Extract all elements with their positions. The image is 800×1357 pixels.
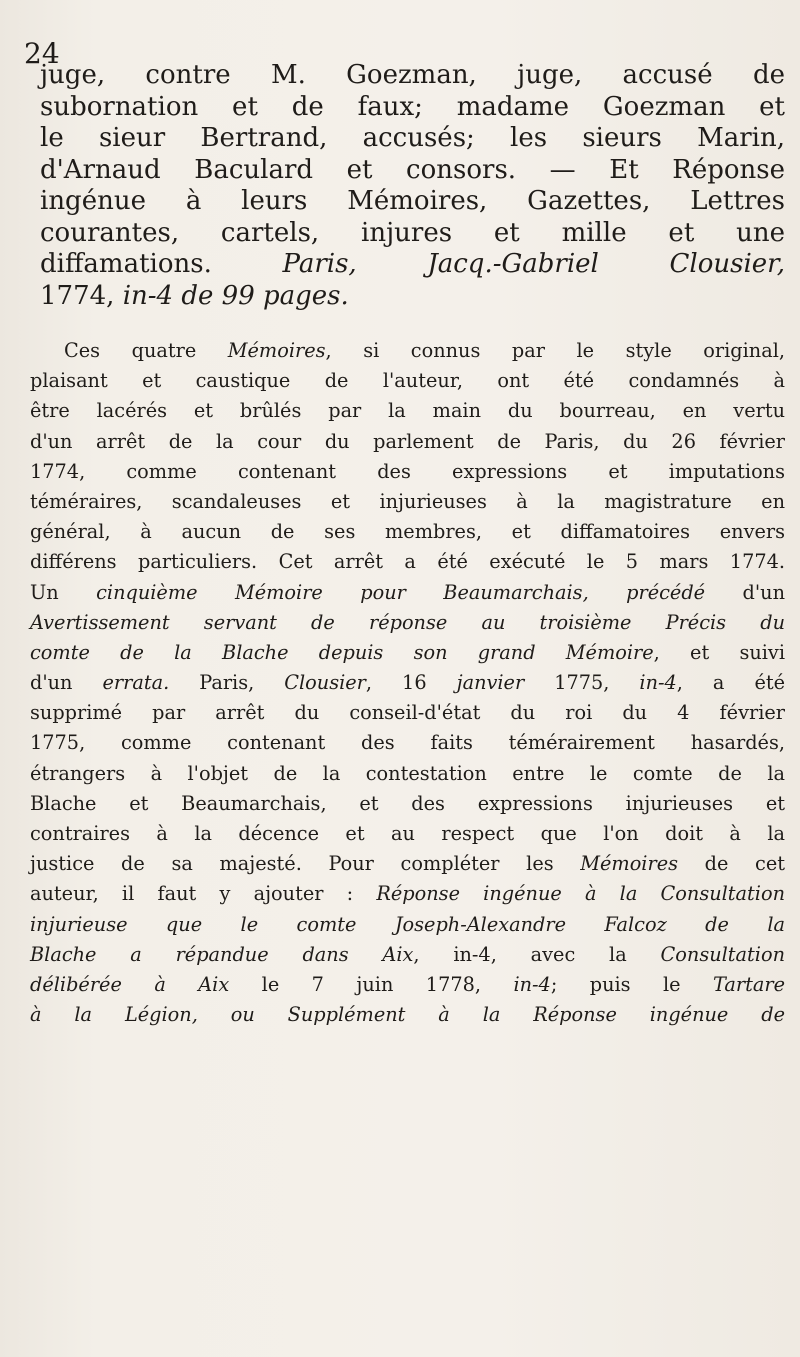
entry-line — [40, 281, 785, 313]
body-italic: Mémoires — [227, 339, 326, 362]
page-number: 24 — [24, 37, 60, 70]
entry-line — [40, 249, 785, 281]
entry-line: juge, contre M. Goezman, juge, accusé de — [40, 60, 785, 90]
body-italic: janvier — [456, 671, 525, 695]
entry-line: ingénue à leurs Mémoires, Gazettes, Lettres — [40, 186, 785, 216]
body-italic: Mémoires — [580, 852, 678, 876]
entry-line: courantes, cartels, injures et mille et une — [40, 217, 785, 248]
entry-line: subornation et de faux; madame Goezman et — [40, 91, 785, 122]
entry-year: 1774, — [40, 280, 123, 311]
body-line: Blache et Beaumarchais, et des expressions injurieuses et — [30, 791, 785, 815]
body-line: contraires à la décence et au respect que l'on doit à la — [30, 822, 785, 845]
body-text: le 7 juin 1778, — [229, 972, 514, 996]
body-text: , si connus par le style original, — [325, 339, 785, 362]
body-line — [30, 849, 785, 879]
body-italic: Blache a répandue dans Aix — [30, 942, 414, 966]
entry-format: in-4 de 99 pages. — [122, 280, 349, 311]
body-italic: Tartare — [713, 972, 785, 996]
entry-text: diffamations. — [40, 249, 283, 279]
body-line: général, à aucun de ses membres, et diffamatoires envers — [30, 520, 785, 544]
body-line — [30, 879, 785, 909]
body-text: Un — [30, 580, 97, 604]
body-line: à la Légion, ou Supplément à la Réponse ingénue de — [30, 1003, 785, 1027]
entry-line: le sieur Bertrand, accusés; les sieurs Marin, — [40, 123, 785, 153]
entry-line: d'Arnaud Baculard et consors. — Et Réponse — [40, 154, 785, 185]
body-line: téméraires, scandaleuses et injurieuses à la magistrature en — [30, 489, 785, 513]
body-italic: comte de la Blache depuis son grand Mémoire — [30, 640, 654, 664]
body-line — [30, 578, 785, 608]
body-italic: in-4 — [513, 972, 551, 996]
body-text: Ces quatre — [64, 339, 228, 362]
body-line — [30, 940, 785, 970]
body-italic: Consultation — [660, 942, 785, 966]
body-line — [30, 638, 785, 668]
body-line: 1774, comme contenant des expressions et imputations — [30, 459, 785, 483]
body-line: injurieuse que le comte Joseph-Alexandre Falcoz de la — [30, 912, 785, 936]
body-line — [30, 970, 785, 1000]
body-italic: in-4 — [639, 671, 677, 695]
body-text: , in-4, avec la — [413, 942, 661, 966]
body-text: justice de sa majesté. Pour compléter les — [30, 852, 581, 876]
body-line: d'un arrêt de la cour du parlement de Paris, du 26 février — [30, 429, 785, 453]
body-text: d'un — [30, 671, 103, 695]
body-line: plaisant et caustique de l'auteur, ont été condamnés à — [30, 369, 785, 393]
body-line — [30, 668, 785, 698]
body-line: différens particuliers. Cet arrêt a été exécuté le 5 mars 1774. — [30, 550, 785, 574]
body-italic: délibérée à Aix — [30, 972, 230, 996]
body-text: , et suivi — [653, 640, 785, 664]
body-text: , 16 — [365, 671, 457, 695]
body-italic: Réponse ingénue à la Consultation — [376, 882, 785, 906]
body-line — [30, 336, 785, 366]
body-italic: errata. — [102, 671, 170, 695]
body-text: Paris, — [169, 671, 285, 695]
entry-imprint: Paris, Jacq.-Gabriel Clousier, — [282, 249, 785, 279]
commentary-paragraph — [30, 336, 785, 1030]
body-text: ; puis le — [550, 972, 714, 996]
body-line: supprimé par arrêt du conseil-d'état du roi du 4 février — [30, 701, 785, 725]
body-line: 1775, comme contenant des faits témérairement hasardés, — [30, 731, 785, 755]
body-line: étrangers à l'objet de la contestation entre le comte de la — [30, 761, 785, 785]
body-text: 1775, — [524, 671, 640, 695]
body-text: de cet — [678, 852, 785, 876]
body-italic: Clousier — [284, 671, 366, 695]
body-line: Avertissement servant de réponse au troisième Précis du — [30, 610, 785, 634]
body-text: d'un — [705, 580, 786, 604]
bibliographic-entry — [40, 60, 785, 312]
body-text: , a été — [676, 671, 786, 695]
body-line: être lacérés et brûlés par la main du bourreau, en vertu — [30, 399, 785, 423]
body-text: auteur, il faut y ajouter : — [30, 882, 377, 906]
body-italic: cinquième Mémoire pour Beaumarchais, précédé — [96, 580, 706, 604]
